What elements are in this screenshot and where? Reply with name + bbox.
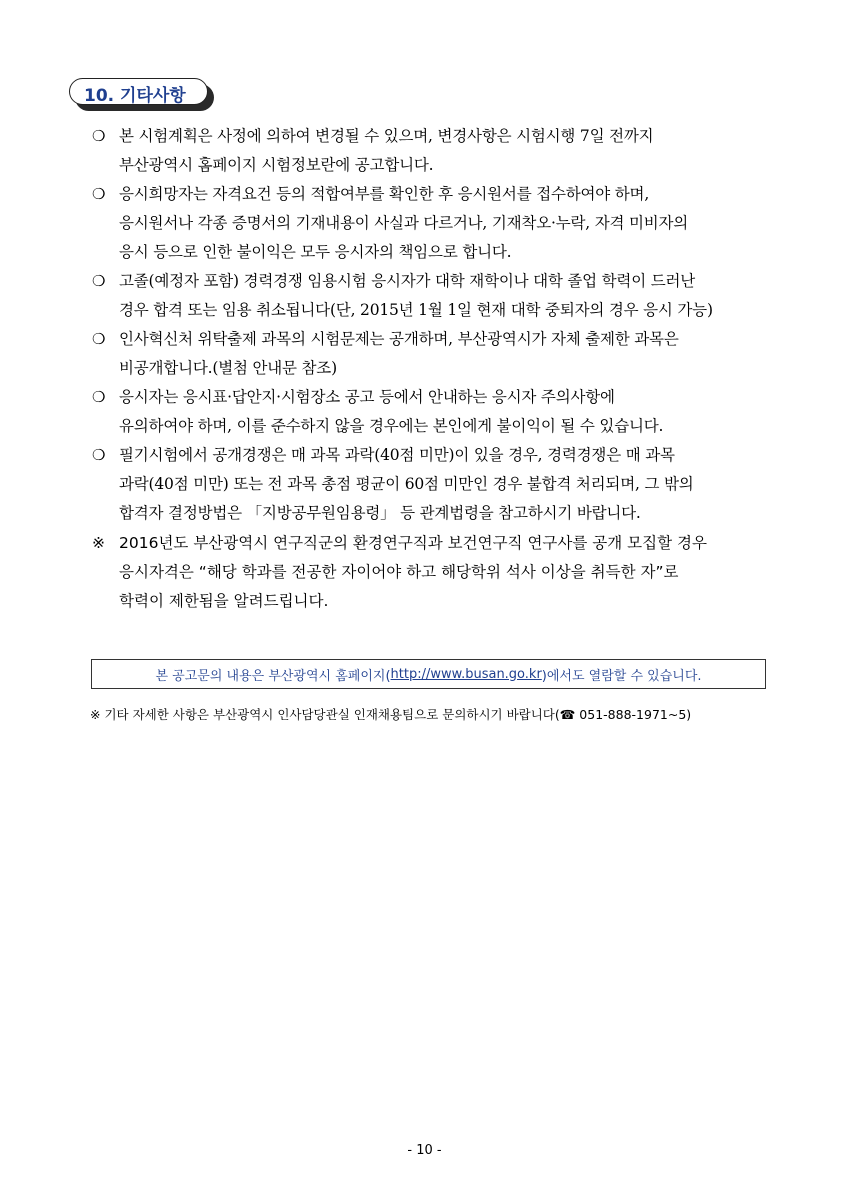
- list-item: [92, 325, 792, 383]
- reference-mark-icon: ※: [92, 534, 105, 552]
- item-line: 과락(40점 미만) 또는 전 과목 총점 평균이 60점 미만인 경우 불합격 처리되며, 그 밖의: [119, 475, 694, 493]
- bullet-icon: ❍: [92, 272, 106, 290]
- website-notice-box: [91, 659, 766, 689]
- item-line: 응시희망자는 자격요건 등의 적합여부를 확인한 후 응시원서를 접수하여야 하며,: [119, 185, 650, 203]
- section-heading: [69, 78, 214, 111]
- item-line: 본 시험계획은 사정에 의하여 변경될 수 있으며, 변경사항은 시험시행 7일 전까지: [119, 127, 654, 145]
- notice-suffix: )에서도 열람할 수 있습니다.: [541, 668, 702, 684]
- list-item: [92, 441, 792, 528]
- website-link[interactable]: http://www.busan.go.kr: [390, 666, 542, 682]
- list-item: [92, 180, 792, 267]
- heading-box: [69, 78, 208, 105]
- item-line: 필기시험에서 공개경쟁은 매 과목 과락(40점 미만)이 있을 경우, 경력경쟁은 매 과목: [119, 446, 675, 464]
- page-number: - 10 -: [407, 1143, 442, 1158]
- item-line: 합격자 결정방법은 「지방공무원임용령」 등 관계법령을 참고하시기 바랍니다.: [119, 504, 641, 522]
- bullet-icon: ❍: [92, 185, 106, 203]
- notice-prefix: 본 공고문의 내용은 부산광역시 홈페이지(: [155, 668, 391, 684]
- note-line: 응시자격은 “해당 학과를 전공한 자이어야 하고 해당학위 석사 이상을 취득한 자”로: [119, 563, 679, 581]
- item-line: 부산광역시 홈페이지 시험정보란에 공고합니다.: [119, 156, 434, 174]
- list-item: [92, 122, 792, 180]
- bullet-icon: ❍: [92, 446, 106, 464]
- item-line: 응시 등으로 인한 불이익은 모두 응시자의 책임으로 합니다.: [119, 243, 512, 261]
- list-item: [92, 383, 792, 441]
- item-line: 경우 합격 또는 임용 취소됩니다(단, 2015년 1월 1일 현재 대학 중퇴자의 경우 응시 가능): [119, 301, 713, 319]
- item-line: 응시원서나 각종 증명서의 기재내용이 사실과 다르거나, 기재착오·누락, 자격 미비자의: [119, 214, 689, 232]
- item-line: 고졸(예정자 포함) 경력경쟁 임용시험 응시자가 대학 재학이나 대학 졸업 학력이 드러난: [119, 272, 696, 290]
- item-line: 유의하여야 하며, 이를 준수하지 않을 경우에는 본인에게 불이익이 될 수 있습니다.: [119, 417, 664, 435]
- item-line: 응시자는 응시표·답안지·시험장소 공고 등에서 안내하는 응시자 주의사항에: [119, 388, 615, 406]
- bullet-icon: ❍: [92, 388, 106, 406]
- note-line: 학력이 제한됨을 알려드립니다.: [119, 592, 329, 610]
- bullet-icon: ❍: [92, 127, 106, 145]
- item-line: 인사혁신처 위탁출제 과목의 시험문제는 공개하며, 부산광역시가 자체 출제한 과목은: [119, 330, 679, 348]
- items-list: [92, 122, 792, 616]
- note-line: 2016년도 부산광역시 연구직군의 환경연구직과 보건연구직 연구사를 공개 모집할 경우: [119, 534, 707, 552]
- contact-note: ※ 기타 자세한 사항은 부산광역시 인사담당관실 인재채용팀으로 문의하시기 바랍니다(☎ 051-888-1971~5): [90, 707, 692, 722]
- section-title: 10. 기타사항: [84, 86, 186, 106]
- list-item: [92, 267, 792, 325]
- bullet-icon: ❍: [92, 330, 106, 348]
- item-line: 비공개합니다.(별첨 안내문 참조): [119, 359, 337, 377]
- note-item: [92, 529, 792, 616]
